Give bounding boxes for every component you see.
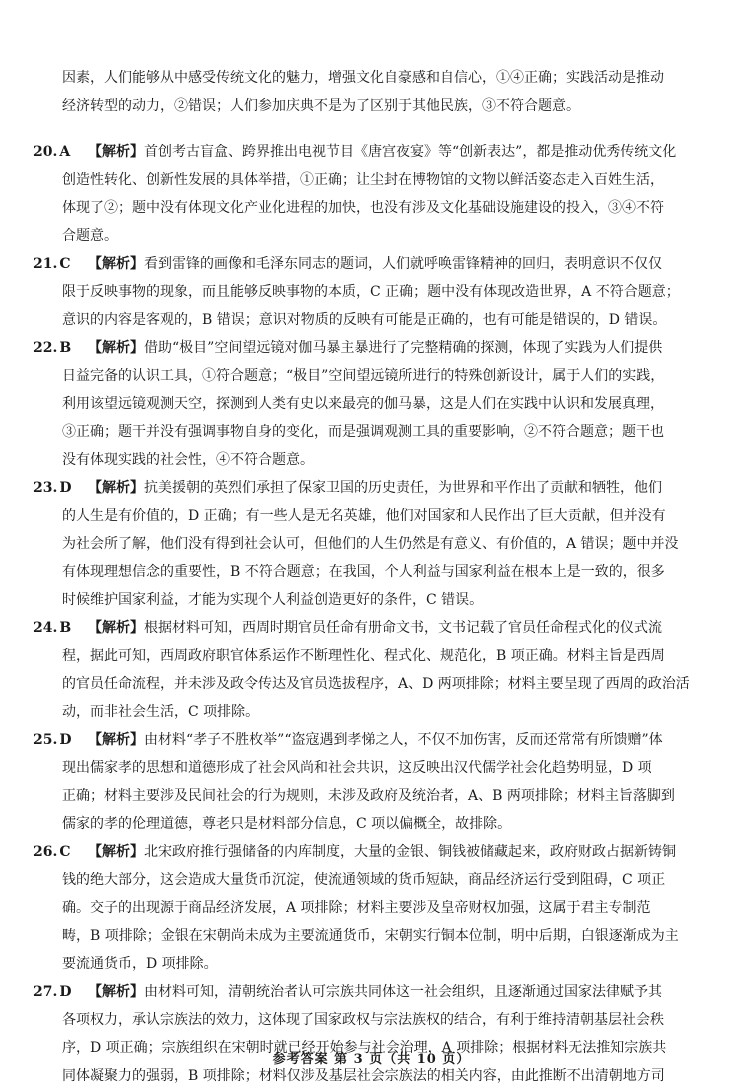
explanation-line: 时候维护国家利益，才能为实现个人利益创造更好的条件，C 错误。 bbox=[62, 592, 484, 608]
page-footer: 参考答案 第 3 页（共 10 页） bbox=[272, 1052, 471, 1067]
explanation-line: 同体凝聚力的强弱，B 项排除；材料仅涉及基层社会宗族法的相关内容，由此推断不出清朝地方司 bbox=[62, 1068, 665, 1084]
question-number: 27. bbox=[33, 984, 58, 1000]
explanation-line: 的官员任命流程，并未涉及政令传达及官员选拔程序，A、D 两项排除；材料主要呈现了西周的政治活 bbox=[62, 676, 690, 692]
answer-item bbox=[0, 334, 743, 474]
analysis-tag: 【解析】 bbox=[88, 844, 144, 860]
explanation-line: 限于反映事物的现象，而且能够反映事物的本质，C 正确；题中没有体现改造世界，A 不符合题意； bbox=[62, 284, 680, 300]
intro-line: 因素，人们能够从中感受传统文化的魅力，增强文化自豪感和自信心，①④正确；实践活动是推动 bbox=[62, 70, 664, 86]
explanation-line: 日益完备的认识工具，①符合题意；“极目”空间望远镜所进行的特殊创新设计，属于人们的实践， bbox=[62, 368, 665, 384]
analysis-tag: 【解析】 bbox=[88, 144, 144, 160]
explanation-line: 确。交子的出现源于商品经济发展，A 项排除；材料主要涉及皇帝财权加强，这属于君主专制范 bbox=[62, 900, 651, 916]
explanation-body bbox=[62, 250, 707, 334]
explanation-text: 抗美援朝的英烈们承担了保家卫国的历史责任，为世界和平作出了贡献和牺牲，他们 bbox=[144, 480, 662, 496]
answer-item-head bbox=[33, 838, 71, 866]
answer-item bbox=[0, 250, 743, 334]
analysis-tag: 【解析】 bbox=[88, 732, 144, 748]
answer-letter: A bbox=[59, 144, 71, 160]
explanation-text: 看到雷锋的画像和毛泽东同志的题词，人们就呼唤雷锋精神的回归，表明意识不仅仅 bbox=[144, 256, 662, 272]
analysis-tag: 【解析】 bbox=[88, 984, 144, 1000]
explanation-body bbox=[62, 614, 707, 726]
answer-letter: D bbox=[59, 480, 72, 496]
explanation-line bbox=[62, 334, 707, 362]
explanation-line: 钱的绝大部分，这会造成大量货币沉淀，使流通领域的货币短缺，商品经济运行受到阻碍，C 项正 bbox=[62, 872, 666, 888]
answer-letter: B bbox=[59, 620, 72, 636]
answer-letter: B bbox=[59, 340, 72, 356]
explanation-text: 北宋政府推行强储备的内库制度，大量的金银、铜钱被储藏起来，政府财政占据新铸铜 bbox=[144, 844, 676, 860]
explanation-line bbox=[62, 726, 707, 754]
explanation-text: 由材料“孝子不胜枚举”“盗寇遇到孝悌之人，不仅不加伤害，反而还常常有所馈赠”体 bbox=[144, 732, 663, 748]
explanation-text: 首创考古盲盒、跨界推出电视节目《唐宫夜宴》等“创新表达”，都是推动优秀传统文化 bbox=[144, 144, 677, 160]
analysis-tag: 【解析】 bbox=[88, 480, 144, 496]
explanation-body bbox=[62, 334, 707, 474]
explanation-line: ③正确；题干并没有强调事物自身的变化，而是强调观测工具的重要影响，②不符合题意；题干也 bbox=[62, 424, 664, 440]
explanation-text: 根据材料可知，西周时期官员任命有册命文书，文书记载了官员任命程式化的仪式流 bbox=[144, 620, 662, 636]
answer-item bbox=[0, 726, 743, 838]
explanation-line bbox=[62, 474, 707, 502]
explanation-line: 程，据此可知，西周政府职官体系运作不断理性化、程式化、规范化，B 项正确。材料主旨是西周 bbox=[62, 648, 665, 664]
explanation-line: 合题意。 bbox=[62, 228, 118, 244]
explanation-line: 体现了②；题中没有体现文化产业化进程的加快，也没有涉及文化基础设施建设的投入，③④不符 bbox=[62, 200, 664, 216]
answer-item-head bbox=[33, 334, 71, 362]
explanation-line: 有体现理想信念的重要性，B 不符合题意；在我国，个人利益与国家利益在根本上是一致的，很多 bbox=[62, 564, 665, 580]
explanation-line bbox=[62, 838, 707, 866]
answer-letter: C bbox=[59, 844, 71, 860]
answer-item bbox=[0, 838, 743, 978]
explanation-body bbox=[62, 138, 707, 250]
explanation-body bbox=[62, 726, 707, 838]
question-number: 22. bbox=[33, 340, 58, 356]
answer-item-head bbox=[33, 138, 70, 166]
explanation-text: 由材料可知，清朝统治者认可宗族共同体这一社会组织，且逐渐通过国家法律赋予其 bbox=[144, 984, 662, 1000]
explanation-line: 各项权力，承认宗族法的效力，这体现了国家政权与宗法族权的结合，有利于维持清朝基层社会秩 bbox=[62, 1012, 664, 1028]
question-number: 26. bbox=[33, 844, 58, 860]
question-number: 24. bbox=[33, 620, 58, 636]
explanation-body bbox=[62, 838, 707, 978]
explanation-line: 现出儒家孝的思想和道德形成了社会风尚和社会共识，这反映出汉代儒学社会化趋势明显，D 项 bbox=[62, 760, 652, 776]
answer-letter: D bbox=[59, 984, 72, 1000]
explanation-text: 借助“极目”空间望远镜对伽马暴主暴进行了完整精确的探测，体现了实践为人们提供 bbox=[144, 340, 663, 356]
question-number: 21. bbox=[33, 256, 58, 272]
explanation-line: 意识的内容是客观的，B 错误；意识对物质的反映有可能是正确的，也有可能是错误的，D 错误。 bbox=[62, 312, 667, 328]
explanation-body bbox=[62, 978, 707, 1090]
answer-letter: C bbox=[59, 256, 71, 272]
answer-items-list bbox=[0, 138, 743, 1090]
intro-line: 经济转型的动力，②错误；人们参加庆典不是为了区别于其他民族，③不符合题意。 bbox=[62, 98, 580, 114]
intro-paragraph bbox=[62, 64, 702, 120]
answer-item-head bbox=[33, 474, 72, 502]
answer-letter: D bbox=[59, 732, 72, 748]
explanation-body bbox=[62, 474, 707, 614]
answer-item-head bbox=[33, 978, 72, 1006]
answer-item bbox=[0, 978, 743, 1090]
explanation-line bbox=[62, 250, 707, 278]
question-number: 23. bbox=[33, 480, 58, 496]
answer-item-head bbox=[33, 726, 72, 754]
answer-item-head bbox=[33, 614, 71, 642]
answer-item bbox=[0, 474, 743, 614]
explanation-line: 正确；材料主要涉及民间社会的行为规则，未涉及政府及统治者，A、B 两项排除；材料主旨落脚到 bbox=[62, 788, 675, 804]
explanation-line bbox=[62, 978, 707, 1006]
analysis-tag: 【解析】 bbox=[88, 340, 144, 356]
explanation-line: 创造性转化、创新性发展的具体举措，①正确；让尘封在博物馆的文物以鲜活姿态走入百姓生活， bbox=[62, 172, 664, 188]
answer-item bbox=[0, 138, 743, 250]
analysis-tag: 【解析】 bbox=[88, 620, 144, 636]
explanation-line: 的人生是有价值的，D 正确；有一些人是无名英雄，他们对国家和人民作出了巨大贡献，但并没有 bbox=[62, 508, 666, 524]
explanation-line: 利用该望远镜观测天空，探测到人类有史以来最亮的伽马暴，这是人们在实践中认识和发展真理， bbox=[62, 396, 664, 412]
explanation-line: 要流通货币，D 项排除。 bbox=[62, 956, 218, 972]
answer-item-head bbox=[33, 250, 71, 278]
explanation-line bbox=[62, 138, 707, 166]
answer-item bbox=[0, 614, 743, 726]
explanation-line: 序，D 项正确；宗族组织在宋朝时就已经开始参与社会治理，A 项排除；根据材料无法推知宗族共 bbox=[62, 1040, 667, 1056]
explanation-line: 没有体现实践的社会性，④不符合题意。 bbox=[62, 452, 314, 468]
explanation-line: 动，而非社会生活，C 项排除。 bbox=[62, 704, 260, 720]
explanation-line: 儒家的孝的伦理道德，尊老只是材料部分信息，C 项以偏概全，故排除。 bbox=[62, 816, 512, 832]
analysis-tag: 【解析】 bbox=[88, 256, 144, 272]
question-number: 20. bbox=[33, 144, 58, 160]
explanation-line bbox=[62, 614, 707, 642]
question-number: 25. bbox=[33, 732, 58, 748]
explanation-line: 畴，B 项排除；金银在宋朝尚未成为主要流通货币，宋朝实行铜本位制，明中后期，白银逐渐成为主 bbox=[62, 928, 679, 944]
explanation-line: 为社会所了解，他们没有得到社会认可，但他们的人生仍然是有意义、有价值的，A 错误；题中并没 bbox=[62, 536, 679, 552]
